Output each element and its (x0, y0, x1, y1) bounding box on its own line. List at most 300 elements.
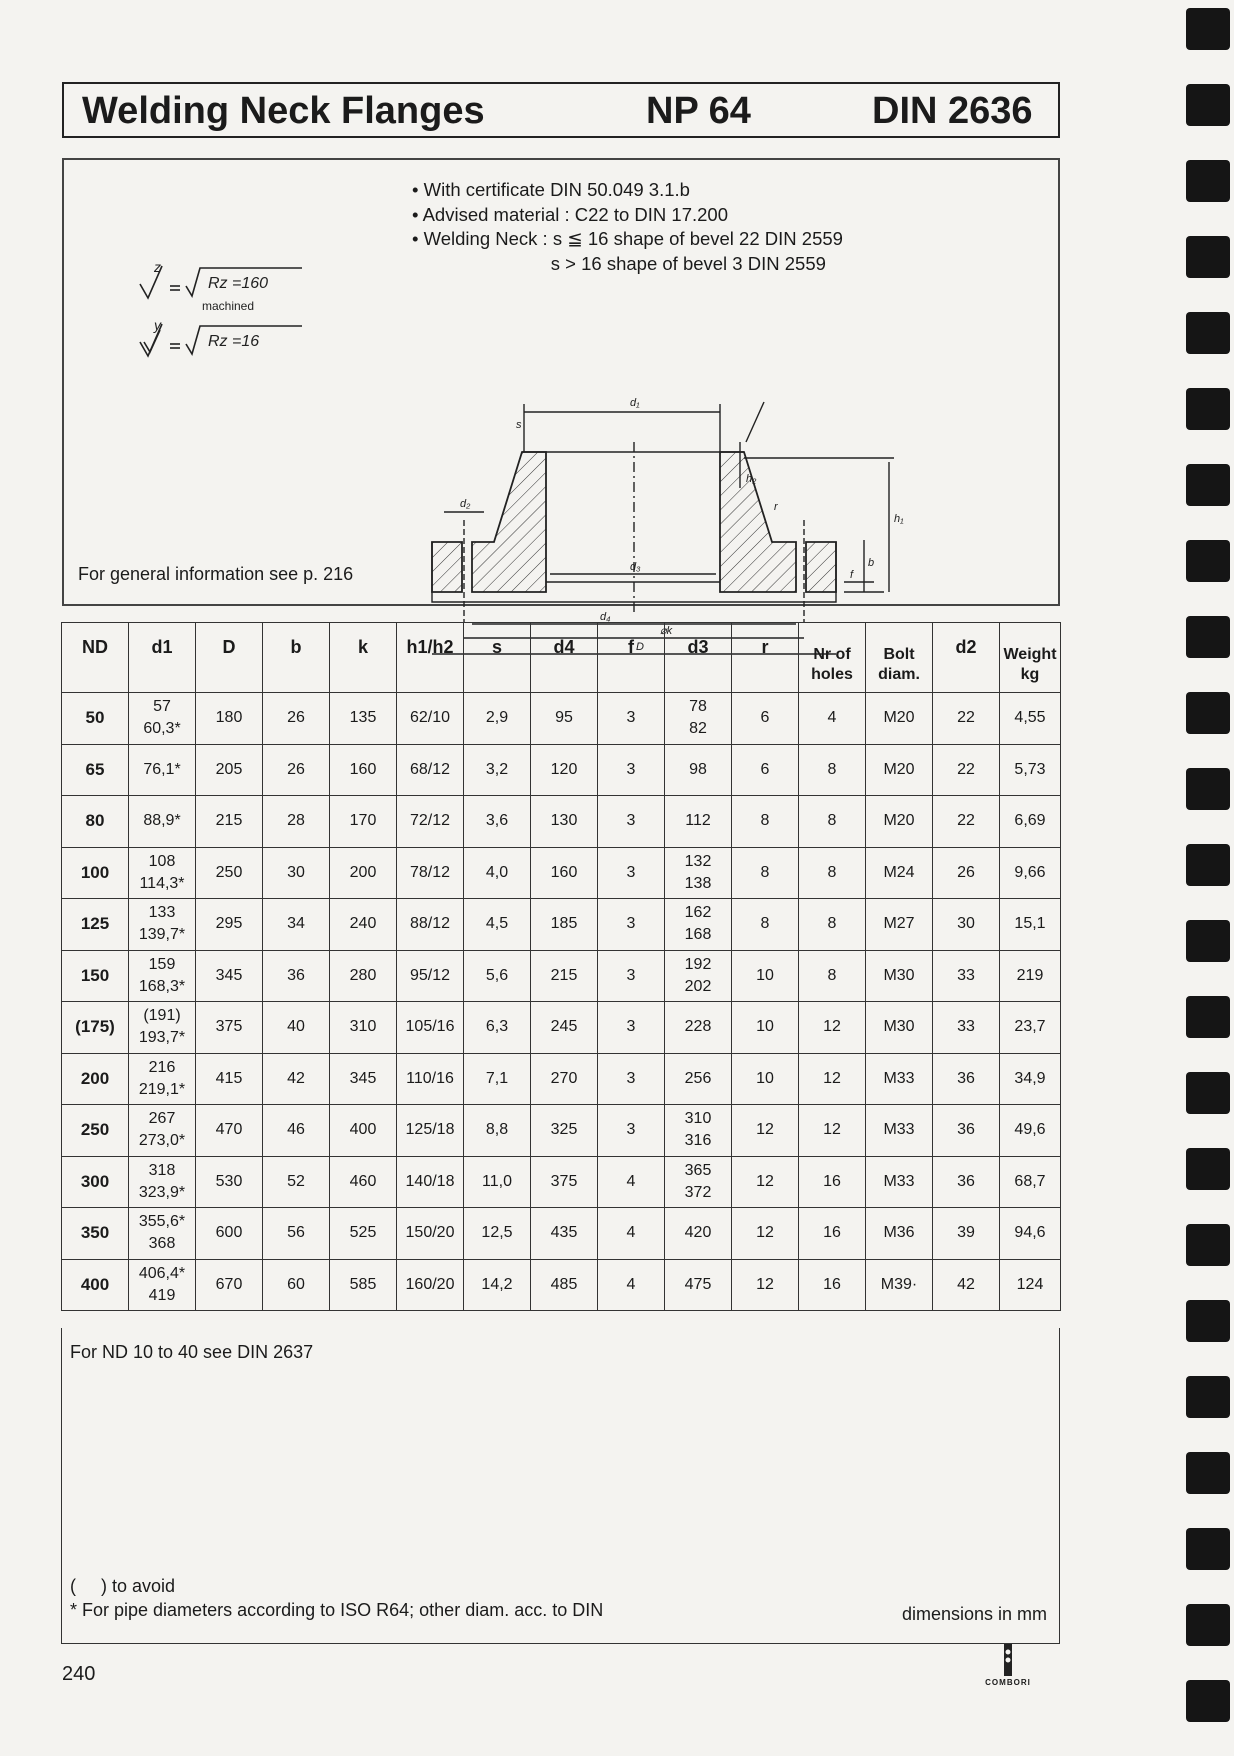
cell-value: 300 (80, 1171, 110, 1191)
cell-value: 6,3 (485, 1018, 509, 1036)
cell-value: 4 (626, 1275, 636, 1293)
cell-value: 8 (827, 760, 837, 778)
cell-value: 250 (215, 863, 243, 881)
cell-value: 3 (626, 1018, 636, 1036)
nd-cell (62, 950, 129, 1002)
cell-value: 350 (80, 1223, 110, 1243)
cell-value: 160/20 (405, 1275, 455, 1293)
cell-value: 88,9* (143, 812, 181, 830)
nd-cell (62, 1002, 129, 1054)
table-cell (799, 1208, 866, 1260)
table-cell (598, 899, 665, 951)
table-cell (732, 1053, 799, 1105)
cell-value: 3 (626, 1121, 636, 1139)
table-cell (464, 796, 531, 848)
cell-value: 72/12 (409, 812, 451, 830)
header-cell: f (598, 623, 665, 693)
table-cell (732, 899, 799, 951)
cell-value: 34 (287, 915, 305, 933)
table-cell (598, 693, 665, 745)
binding-coil (1186, 1604, 1230, 1646)
dim-h2: h₂ (746, 473, 757, 485)
cell-value: M20 (883, 812, 915, 830)
cell-value: 22 (957, 760, 975, 778)
table-cell (330, 796, 397, 848)
cell-value: 16 (823, 1172, 841, 1190)
cell-value: 8 (827, 863, 837, 881)
table-cell (263, 899, 330, 951)
cell-value: 280 (349, 966, 377, 984)
cell-value: 406,4* (138, 1264, 186, 1282)
table-cell (531, 796, 598, 848)
cell-value: 100 (80, 862, 110, 882)
table-cell (464, 1105, 531, 1157)
table-cell (665, 1105, 732, 1157)
avoid-note: ( ) to avoid (70, 1576, 176, 1596)
page-number: 240 (62, 1663, 96, 1685)
cell-value: M33 (883, 1172, 915, 1190)
table-cell (933, 899, 1000, 951)
dim-b: b (868, 557, 875, 569)
table-cell (330, 1105, 397, 1157)
table-cell (397, 1156, 464, 1208)
machined-label: machined (202, 299, 255, 313)
general-info-note: For general information see p. 216 (78, 564, 354, 584)
table-cell (799, 1259, 866, 1311)
table-cell (531, 899, 598, 951)
cell-value: 400 (349, 1121, 377, 1139)
cell-value: M33 (883, 1069, 915, 1087)
cell-value: 216 (148, 1058, 176, 1076)
cell-value: 368 (148, 1235, 176, 1253)
cell-value: 475 (684, 1275, 712, 1293)
binding-coil (1186, 1224, 1230, 1266)
cell-value: 14,2 (481, 1275, 513, 1293)
table-cell (866, 796, 933, 848)
table-cell (263, 1002, 330, 1054)
table-cell (866, 899, 933, 951)
dim-k: ⌀k (660, 625, 673, 637)
binding-coil (1186, 692, 1230, 734)
table-cell (531, 950, 598, 1002)
table-cell (330, 1002, 397, 1054)
binding-coil (1186, 540, 1230, 582)
binding-coil (1186, 236, 1230, 278)
binding-coil (1186, 160, 1230, 202)
cell-value: 3 (626, 915, 636, 933)
table-row (62, 1208, 1061, 1260)
table-cell (263, 1259, 330, 1311)
table-cell (799, 693, 866, 745)
cell-value: 375 (550, 1172, 578, 1190)
table-cell (330, 1156, 397, 1208)
binding-coil (1186, 844, 1230, 886)
header-cell: b (263, 623, 330, 693)
table-cell (732, 847, 799, 899)
cell-value: 185 (550, 915, 578, 933)
table-cell (933, 1208, 1000, 1260)
table-cell (531, 693, 598, 745)
table-cell (799, 744, 866, 796)
cell-value: 26 (287, 709, 305, 727)
cell-value: 202 (684, 977, 712, 995)
table-cell (866, 1053, 933, 1105)
cell-value: 10 (756, 1069, 774, 1087)
table-cell (732, 1002, 799, 1054)
table-cell (866, 950, 933, 1002)
cell-value: 108 (148, 852, 176, 870)
table-cell (1000, 899, 1061, 951)
table-cell (196, 1208, 263, 1260)
cell-value: 355,6* (138, 1213, 186, 1231)
table-cell (1000, 1053, 1061, 1105)
table-cell (598, 1208, 665, 1260)
table-cell (799, 1053, 866, 1105)
cell-value: M24 (883, 863, 915, 881)
header-cell: d2 (933, 623, 1000, 693)
nd-cell (62, 744, 129, 796)
cell-value: 3,6 (485, 812, 509, 830)
header-cell: d1 (129, 623, 196, 693)
table-cell (263, 1208, 330, 1260)
rz-16-label: Rz =16 (208, 333, 260, 350)
table-cell (1000, 693, 1061, 745)
table-cell (397, 1002, 464, 1054)
header-cell: Nr of holes (799, 623, 866, 693)
table-cell (598, 1156, 665, 1208)
cell-value: 4,0 (485, 863, 509, 881)
table-cell (531, 1053, 598, 1105)
table-cell (665, 744, 732, 796)
cell-value: 68/12 (409, 760, 451, 778)
cell-value: 3 (626, 760, 636, 778)
bullet-material: • Advised material : C22 to DIN 17.200 (412, 203, 728, 225)
table-cell (732, 1105, 799, 1157)
table-cell (933, 693, 1000, 745)
cell-value: 670 (215, 1275, 243, 1293)
table-cell (330, 1208, 397, 1260)
cell-value: 12 (823, 1069, 841, 1087)
table-cell (866, 693, 933, 745)
nd-cell (62, 1259, 129, 1311)
nd-cell (62, 1053, 129, 1105)
logo-mark-icon (966, 1640, 1050, 1680)
cell-value: 3 (626, 709, 636, 727)
cell-value: 6 (760, 709, 770, 727)
cell-value: 219,1* (138, 1080, 186, 1098)
cell-value: 11,0 (482, 1172, 512, 1190)
table-row (62, 1156, 1061, 1208)
table-cell (799, 1156, 866, 1208)
cell-value: 50 (85, 708, 105, 728)
header-cell: d4 (531, 623, 598, 693)
table-row (62, 744, 1061, 796)
dim-s: s (516, 419, 522, 431)
table-cell (799, 899, 866, 951)
table-cell (196, 1105, 263, 1157)
table-cell (129, 847, 196, 899)
table-body (62, 693, 1061, 1311)
table-cell (799, 1002, 866, 1054)
cell-value: 8 (760, 915, 770, 933)
cell-value: 12 (823, 1121, 841, 1139)
cell-value: 112 (685, 812, 711, 830)
table-row (62, 950, 1061, 1002)
table-cell (330, 744, 397, 796)
table-cell (196, 744, 263, 796)
table-cell (129, 1002, 196, 1054)
cell-value: 125 (80, 914, 110, 934)
cell-value: M20 (883, 760, 915, 778)
table-cell (129, 1053, 196, 1105)
table-cell (866, 1156, 933, 1208)
dim-d2: d₂ (460, 498, 471, 510)
cell-value: 7,1 (485, 1069, 509, 1087)
cell-value: 76,1* (143, 760, 181, 778)
table-cell (330, 1053, 397, 1105)
cell-value: 318 (148, 1161, 176, 1179)
table-cell (1000, 1259, 1061, 1311)
nd-cell (62, 693, 129, 745)
cell-value: 150 (80, 965, 110, 985)
table-cell (665, 693, 732, 745)
binding-coil (1186, 1528, 1230, 1570)
table-cell (263, 950, 330, 1002)
cell-value: M20 (883, 709, 915, 727)
page-title: Welding Neck Flanges (82, 90, 485, 132)
table-cell (531, 1259, 598, 1311)
table-cell (129, 1156, 196, 1208)
cell-value: 585 (349, 1275, 377, 1293)
cell-value: 22 (957, 812, 975, 830)
table-cell (732, 1208, 799, 1260)
header-cell: ND (62, 623, 129, 693)
binding-coil (1186, 464, 1230, 506)
cell-value: 68,7 (1014, 1172, 1046, 1190)
binding-coil (1186, 84, 1230, 126)
table-cell (1000, 796, 1061, 848)
table-cell (397, 950, 464, 1002)
table-cell (866, 744, 933, 796)
cell-value: 30 (287, 863, 305, 881)
table-row (62, 796, 1061, 848)
table-cell (196, 796, 263, 848)
cell-value: 60,3* (143, 720, 181, 738)
table-cell (531, 1208, 598, 1260)
table-row (62, 1259, 1061, 1311)
cell-value: 78 (689, 698, 707, 716)
cell-value: 52 (287, 1172, 305, 1190)
table-cell (397, 1259, 464, 1311)
table-cell (933, 1156, 1000, 1208)
cell-value: 80 (85, 811, 105, 831)
cell-value: 62/10 (409, 709, 451, 727)
table-cell (464, 1053, 531, 1105)
table-cell (799, 950, 866, 1002)
binding-coil (1186, 8, 1230, 50)
table-cell (464, 899, 531, 951)
bullet-welding-neck: • Welding Neck : s ≦ 16 shape of bevel 22 DIN 2559 (412, 228, 843, 249)
cell-value: 16 (823, 1224, 841, 1242)
binding-coil (1186, 1072, 1230, 1114)
header-cell: Weight kg (1000, 623, 1061, 693)
table-cell (799, 1105, 866, 1157)
table-cell (933, 847, 1000, 899)
table-cell (330, 847, 397, 899)
binding-coil (1186, 1680, 1230, 1722)
table-cell (397, 796, 464, 848)
table-cell (129, 744, 196, 796)
table-cell (732, 693, 799, 745)
nd-cell (62, 1105, 129, 1157)
dim-D: D (636, 641, 644, 653)
cell-value: 10 (756, 1018, 774, 1036)
cell-value: 36 (957, 1121, 975, 1139)
cell-value: 12 (756, 1275, 774, 1293)
cell-value: 345 (349, 1069, 377, 1087)
table-cell (732, 1259, 799, 1311)
binding-coil (1186, 312, 1230, 354)
cell-value: 325 (550, 1121, 578, 1139)
publisher-logo (966, 1640, 1050, 1692)
binding-coil (1186, 920, 1230, 962)
table-cell (665, 1156, 732, 1208)
cell-value: 419 (148, 1286, 176, 1304)
cell-value: 6 (760, 760, 770, 778)
cell-value: 78/12 (409, 863, 451, 881)
table-cell (665, 950, 732, 1002)
cell-value: 28 (287, 812, 305, 830)
table-cell (129, 1208, 196, 1260)
table-cell (196, 693, 263, 745)
table-cell (330, 950, 397, 1002)
cell-value: M30 (883, 1018, 915, 1036)
table-cell (665, 796, 732, 848)
cell-value: 219 (1016, 966, 1044, 984)
table-row (62, 1002, 1061, 1054)
table-cell (933, 1002, 1000, 1054)
table-cell (196, 899, 263, 951)
cell-value: 60 (287, 1275, 305, 1293)
table-cell (799, 847, 866, 899)
header-cell: r (732, 623, 799, 693)
rz-160-label: Rz =160 (208, 275, 269, 292)
cell-value: 5,73 (1014, 760, 1046, 778)
cell-value: 530 (215, 1172, 243, 1190)
cell-value: 168,3* (138, 977, 186, 995)
cell-value: 57 (153, 698, 171, 716)
cell-value: 415 (215, 1069, 243, 1087)
cell-value: 162 (684, 904, 712, 922)
table-cell (129, 1259, 196, 1311)
title-box (62, 82, 1060, 138)
table-cell (464, 1208, 531, 1260)
cell-value: 375 (215, 1018, 243, 1036)
table-row (62, 899, 1061, 951)
cell-value: 30 (957, 915, 975, 933)
nd-cell (62, 847, 129, 899)
cell-value: 310 (349, 1018, 377, 1036)
cell-value: 150/20 (405, 1224, 455, 1242)
cell-value: 3 (626, 863, 636, 881)
cell-value: 600 (215, 1224, 243, 1242)
cell-value: 39 (957, 1224, 975, 1242)
cell-value: 245 (550, 1018, 578, 1036)
binding-coil (1186, 1376, 1230, 1418)
table-header-row (62, 623, 1061, 693)
header-cell: s (464, 623, 531, 693)
table-row (62, 1105, 1061, 1157)
table-cell (196, 1002, 263, 1054)
cell-value: 23,7 (1014, 1018, 1046, 1036)
binding-coil (1186, 996, 1230, 1038)
table-cell (464, 950, 531, 1002)
cell-value: 135 (349, 709, 377, 727)
table-cell (196, 847, 263, 899)
cell-value: M39· (880, 1275, 918, 1293)
dim-d1: d₁ (630, 397, 640, 409)
header-cell: h1/h2 (397, 623, 464, 693)
cell-value: 12 (756, 1121, 774, 1139)
cell-value: M33 (883, 1121, 915, 1139)
table-cell (263, 847, 330, 899)
cell-value: 215 (550, 966, 578, 984)
dim-d4: d₄ (600, 611, 611, 623)
nd-reference-note: For ND 10 to 40 see DIN 2637 (70, 1342, 314, 1362)
cell-value: 323,9* (138, 1183, 186, 1201)
table-cell (1000, 1208, 1061, 1260)
cell-value: 159 (148, 955, 176, 973)
binding-coil (1186, 388, 1230, 430)
table-cell (598, 796, 665, 848)
table-cell (665, 1002, 732, 1054)
table-cell (330, 1259, 397, 1311)
cell-value: 2,9 (485, 709, 509, 727)
table-cell (1000, 950, 1061, 1002)
cell-value: 310 (684, 1110, 712, 1128)
cell-value: 12 (756, 1172, 774, 1190)
pipe-diameter-note: * For pipe diameters according to ISO R64; other diam. acc. to DIN (70, 1600, 604, 1620)
cell-value: 105/16 (405, 1018, 455, 1036)
table-cell (464, 693, 531, 745)
cell-value: 12 (756, 1224, 774, 1242)
cell-value: M27 (883, 915, 915, 933)
cell-value: 42 (287, 1069, 305, 1087)
table-cell (933, 1105, 1000, 1157)
cell-value: 114,3* (139, 874, 185, 892)
dim-h1: h₁ (894, 513, 904, 525)
cell-value: 160 (349, 760, 377, 778)
table-row (62, 1053, 1061, 1105)
bullet-welding-neck-2: s > 16 shape of bevel 3 DIN 2559 (412, 252, 826, 274)
binding-coil (1186, 616, 1230, 658)
header-cell: D (196, 623, 263, 693)
table-cell (464, 847, 531, 899)
cell-value: 98 (689, 760, 707, 778)
cell-value: 8 (760, 863, 770, 881)
table-cell (933, 1259, 1000, 1311)
cell-value: 94,6 (1014, 1224, 1046, 1242)
cell-value: 26 (957, 863, 975, 881)
cell-value: M30 (883, 966, 915, 984)
dim-d3: d₃ (630, 561, 641, 573)
table-cell (799, 796, 866, 848)
cell-value: 160 (550, 863, 578, 881)
cell-value: 139,7* (138, 926, 186, 944)
table-cell (866, 847, 933, 899)
table-cell (397, 1105, 464, 1157)
cell-value: 95 (555, 709, 573, 727)
